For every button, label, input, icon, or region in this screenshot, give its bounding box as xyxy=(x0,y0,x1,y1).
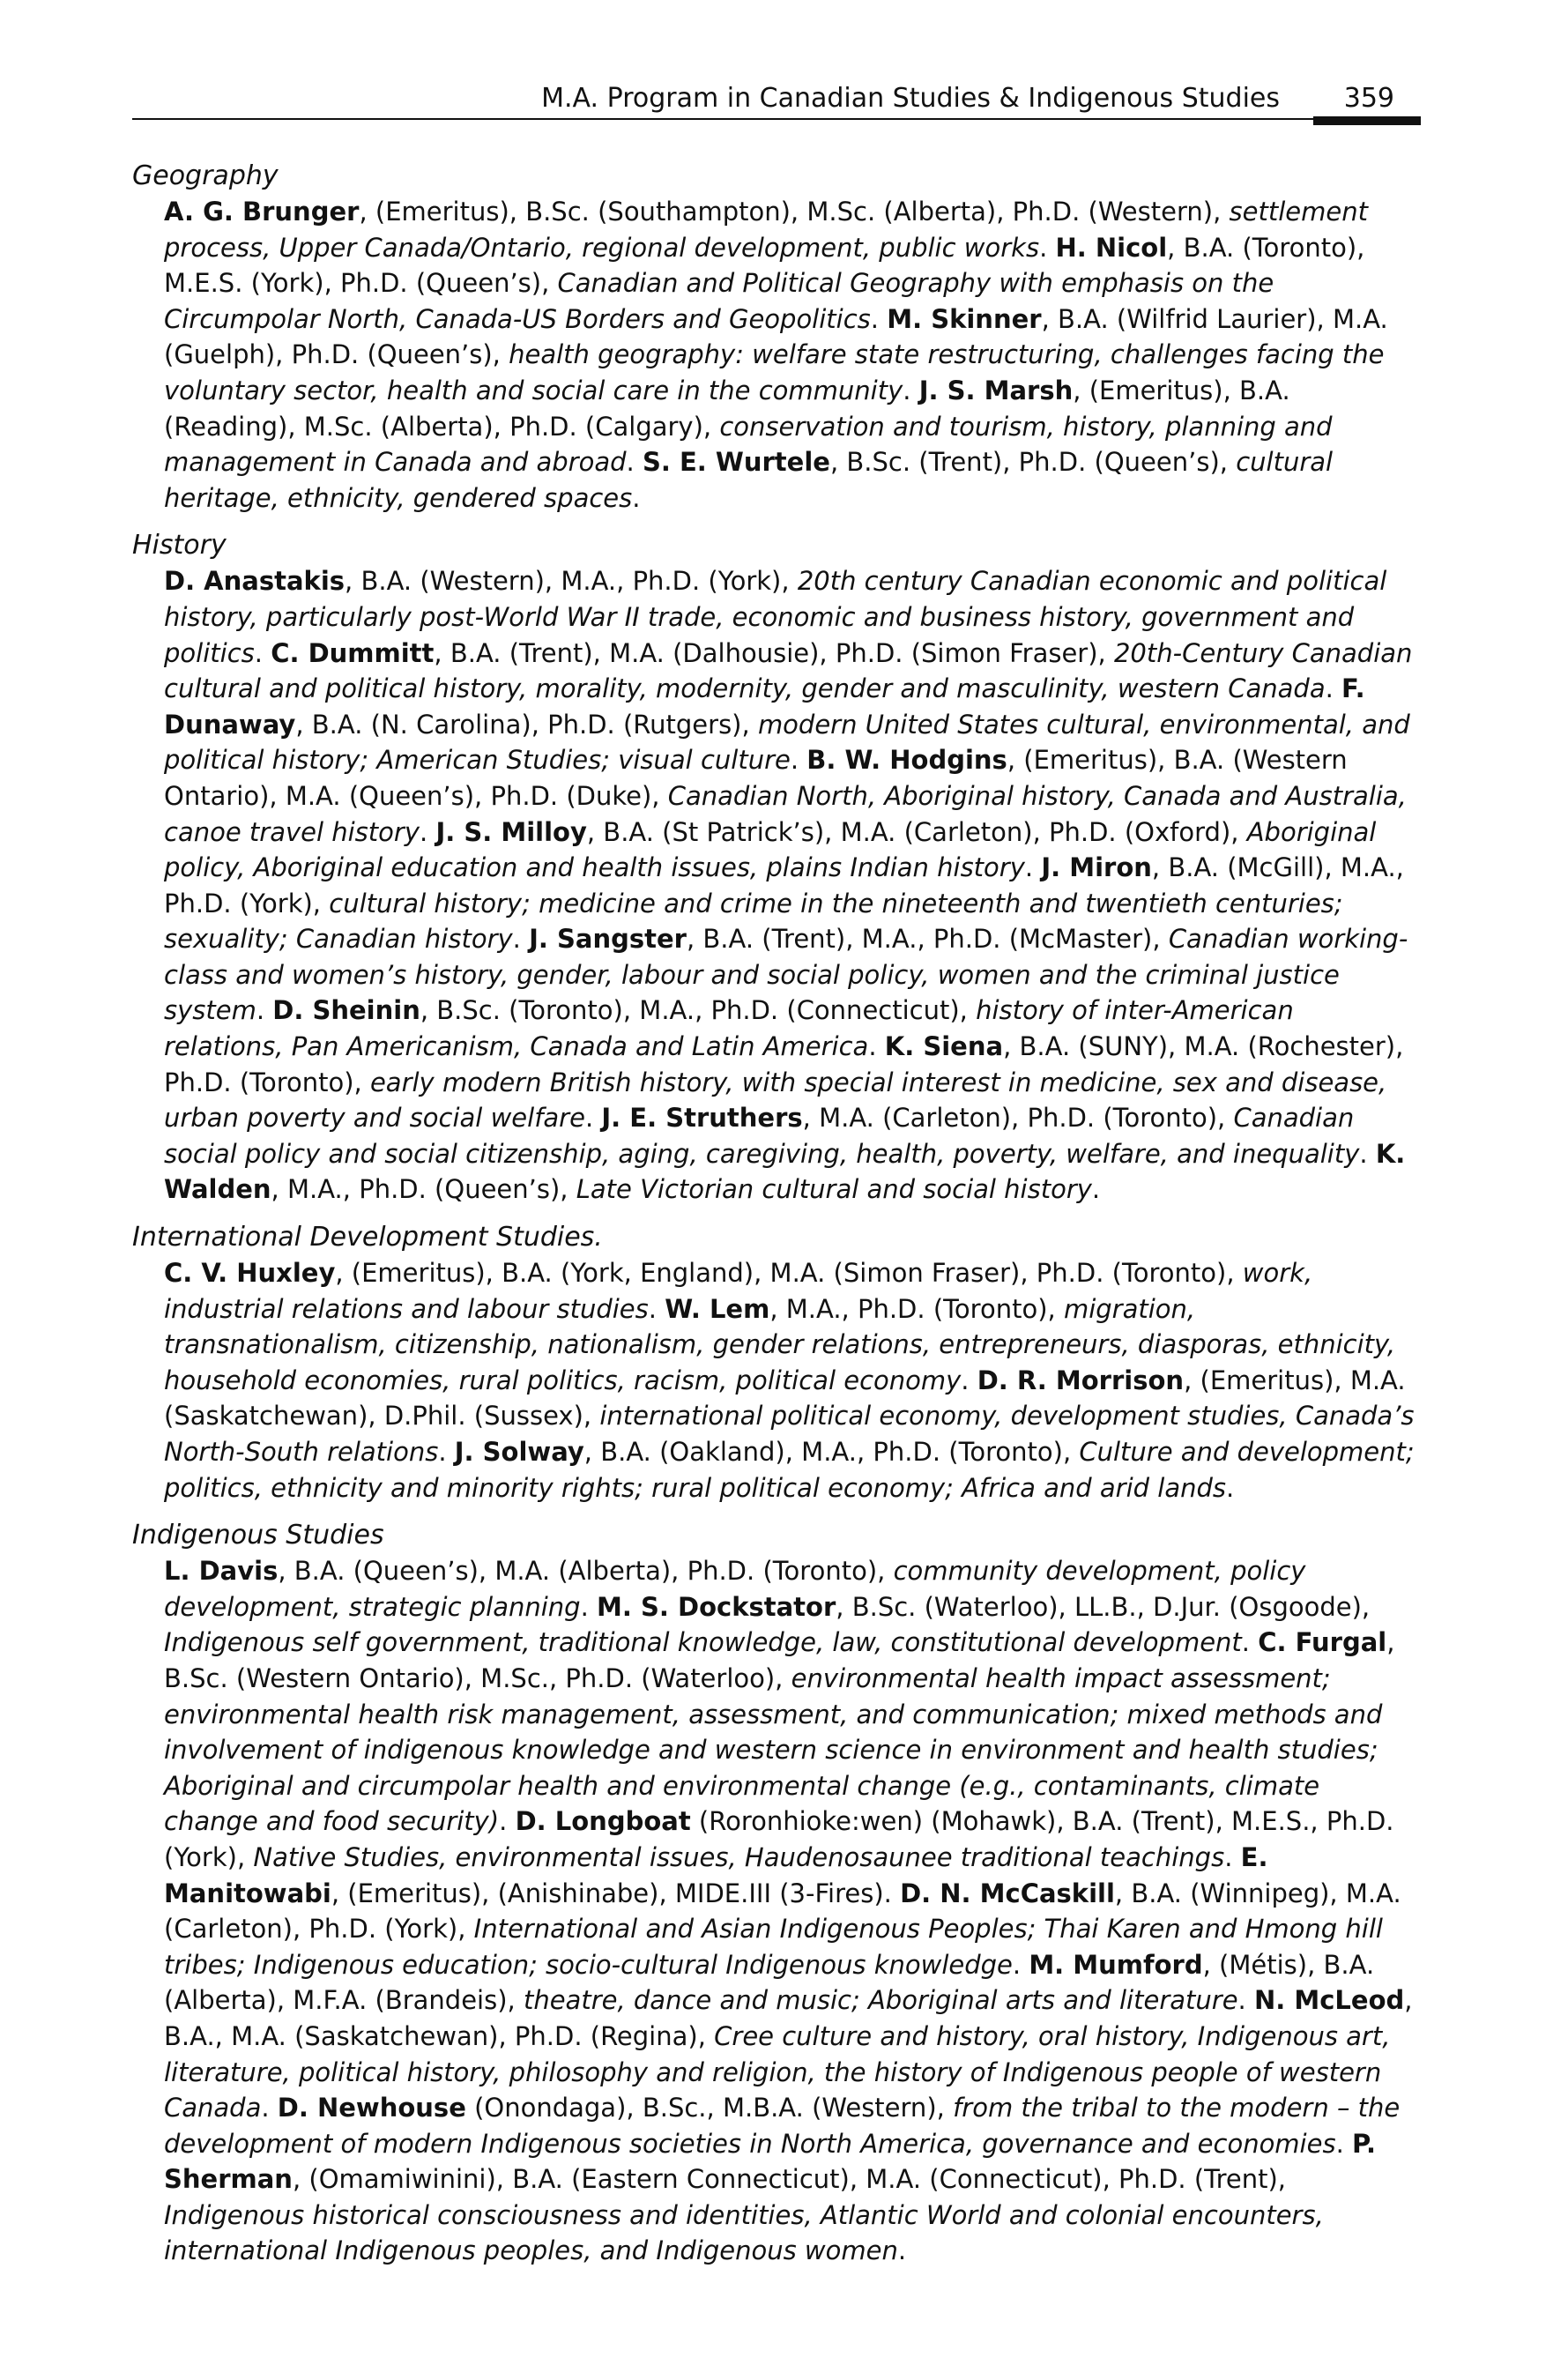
faculty-name: D. N. McCaskill xyxy=(900,1878,1115,1908)
faculty-entry: D. R. Morrison, (Emeritus), M.A. (Saskatchewan), D.Phil. (Sussex), international political economy, development studies, Canada’s North-South relations. xyxy=(164,1365,1415,1467)
section-paragraph xyxy=(164,194,1421,516)
faculty-entry: C. Dummitt, B.A. (Trent), M.A. (Dalhousie), Ph.D. (Simon Fraser), 20th-Century Canadian cultural and political history, morality, modernity, gender and masculinity, western Canada. xyxy=(164,637,1413,704)
faculty-name: D. Sheinin xyxy=(272,995,420,1026)
faculty-quals: , B.A. (Toronto), M.E.S. (York), Ph.D. (Queen’s), xyxy=(164,232,1365,299)
faculty-name: M. Mumford xyxy=(1029,1949,1203,1980)
faculty-entry: B. W. Hodgins, (Emeritus), B.A. (Western Ontario), M.A. (Queen’s), Ph.D. (Duke), Canadian North, Aboriginal history, Canada and Australia, canoe travel history. xyxy=(164,745,1407,847)
faculty-entry: D. Longboat (Roronhioke:wen) (Mohawk), B.A. (Trent), M.E.S., Ph.D. (York), Native Studies, environmental issues, Haudenosaunee traditional teachings. xyxy=(164,1806,1394,1872)
faculty-entry: D. Anastakis, B.A. (Western), M.A., Ph.D. (York), 20th century Canadian economic and political history, particularly post-World War II trade, economic and business history, government and politics. xyxy=(164,566,1387,668)
faculty-entry: K. Siena, B.A. (SUNY), M.A. (Rochester), Ph.D. (Toronto), early modern British history, with special interest in medicine, sex and disease, urban poverty and social welfare. xyxy=(164,1031,1404,1134)
faculty-quals: , B.A. (Wilfrid Laurier), M.A. (Guelph), Ph.D. (Queen’s), xyxy=(164,303,1388,370)
faculty-interests: Indigenous historical consciousness and identities, Atlantic World and colonial encounters, international Indigenous peoples, and Indigenous women xyxy=(164,2199,1324,2266)
faculty-entry: J. S. Marsh, (Emeritus), B.A. (Reading), M.Sc. (Alberta), Ph.D. (Calgary), conservation and tourism, history, planning and management in Canada and abroad. xyxy=(164,375,1333,478)
section-geography xyxy=(132,159,1421,516)
faculty-quals: , B.A. (Western), M.A., Ph.D. (York), xyxy=(345,566,798,597)
faculty-interests: Aboriginal policy, Aboriginal education and health issues, plains Indian history xyxy=(164,816,1377,883)
faculty-quals: , B.Sc. (Toronto), M.A., Ph.D. (Connecticut), xyxy=(420,995,977,1026)
faculty-quals: , (Emeritus), B.A. (Reading), M.Sc. (Alberta), Ph.D. (Calgary), xyxy=(164,375,1290,442)
section-history xyxy=(132,528,1421,1208)
header-rule xyxy=(132,118,1313,120)
faculty-interests: Late Victorian cultural and social history xyxy=(576,1174,1092,1205)
faculty-interests: international political economy, development studies, Canada’s North-South relations xyxy=(164,1401,1415,1467)
section-international-development xyxy=(132,1220,1421,1506)
faculty-entry: D. Newhouse (Onondaga), B.Sc., M.B.A. (Western), from the tribal to the modern – the development of modern Indigenous societies in North America, governance and economies. xyxy=(164,2093,1401,2159)
faculty-interests: 20th-Century Canadian cultural and political history, morality, modernity, gender and masculinity, western Canada xyxy=(164,637,1413,704)
section-heading: Geography xyxy=(132,160,279,191)
faculty-quals: , M.A., Ph.D. (Queen’s), xyxy=(271,1174,576,1205)
faculty-quals: , M.A. (Carleton), Ph.D. (Toronto), xyxy=(802,1103,1234,1134)
section-paragraph xyxy=(164,563,1421,1208)
faculty-quals: , B.Sc. (Trent), Ph.D. (Queen’s), xyxy=(829,447,1237,478)
faculty-name: M. S. Dockstator xyxy=(597,1591,836,1622)
faculty-entry: M. Skinner, B.A. (Wilfrid Laurier), M.A. (Guelph), Ph.D. (Queen’s), health geography: welfare state restructuring, challenges facing the voluntary sector, health and social care in the community. xyxy=(164,303,1388,405)
faculty-quals: , (Emeritus), B.Sc. (Southampton), M.Sc. (Alberta), Ph.D. (Western), xyxy=(359,197,1230,227)
faculty-entry: K. Walden, M.A., Ph.D. (Queen’s), Late Victorian cultural and social history. xyxy=(164,1138,1406,1205)
faculty-entry: J. Sangster, B.A. (Trent), M.A., Ph.D. (McMaster), Canadian working-class and women’s history, gender, labour and social policy, women and the criminal justice system. xyxy=(164,924,1408,1026)
faculty-name: D. Anastakis xyxy=(164,566,346,597)
faculty-entry: J. Miron, B.A. (McGill), M.A., Ph.D. (York), cultural history; medicine and crime in the nineteenth and twentieth centuries; sexuality; Canadian history. xyxy=(164,852,1404,955)
faculty-quals: , (Omamiwinini), B.A. (Eastern Connecticut), M.A. (Connecticut), Ph.D. (Trent), xyxy=(292,2164,1287,2195)
faculty-entry: N. McLeod, B.A., M.A. (Saskatchewan), Ph.D. (Regina), Cree culture and history, oral history, Indigenous art, literature, political history, philosophy and religion, the history of Indigenous people of western Canada. xyxy=(164,1985,1413,2123)
faculty-listing xyxy=(132,159,1421,2281)
faculty-name: J. Sangster xyxy=(529,924,687,955)
faculty-entry: W. Lem, M.A., Ph.D. (Toronto), migration, transnationalism, citizenship, nationalism, gender relations, entrepreneurs, diasporas, ethnicity, household economies, rural politics, racism, political economy. xyxy=(164,1293,1396,1395)
faculty-interests: Native Studies, environmental issues, Haudenosaunee traditional teachings xyxy=(253,1841,1225,1872)
faculty-name: J. S. Marsh xyxy=(918,375,1074,405)
faculty-interests: early modern British history, with special interest in medicine, sex and disease, urban poverty and social welfare xyxy=(164,1067,1387,1134)
faculty-name: E. Manitowabi xyxy=(164,1841,1268,1908)
faculty-entry: C. V. Huxley, (Emeritus), B.A. (York, England), M.A. (Simon Fraser), Ph.D. (Toronto), work, industrial relations and labour studies. xyxy=(164,1258,1313,1324)
faculty-interests: modern United States cultural, environmental, and political history; American Studies; visual culture xyxy=(164,709,1410,776)
faculty-entry: J. E. Struthers, M.A. (Carleton), Ph.D. (Toronto), Canadian social policy and social citizenship, aging, caregiving, health, poverty, welfare, and inequality. xyxy=(164,1103,1376,1169)
faculty-interests: Culture and development; politics, ethnicity and minority rights; rural political economy; Africa and arid lands xyxy=(164,1437,1415,1503)
faculty-quals: , (Métis), B.A. (Alberta), M.F.A. (Brandeis), xyxy=(164,1949,1375,2016)
faculty-quals: , B.A. (Winnipeg), M.A. (Carleton), Ph.D. (York), xyxy=(164,1878,1401,1945)
faculty-name: M. Skinner xyxy=(887,303,1042,334)
faculty-name: K. Walden xyxy=(164,1138,1406,1205)
faculty-name: D. Longboat xyxy=(515,1806,691,1837)
faculty-name: P. Sherman xyxy=(164,2128,1376,2195)
faculty-interests: history of inter-American relations, Pan Americanism, Canada and Latin America xyxy=(164,995,1294,1062)
faculty-quals: (Roronhioke:wen) (Mohawk), B.A. (Trent), M.E.S., Ph.D. (York), xyxy=(164,1806,1394,1872)
faculty-entry: L. Davis, B.A. (Queen’s), M.A. (Alberta), Ph.D. (Toronto), community development, policy development, strategic planning. xyxy=(164,1556,1306,1622)
faculty-quals: , B.A. (St Patrick’s), M.A. (Carleton), Ph.D. (Oxford), xyxy=(586,816,1247,847)
faculty-entry: D. N. McCaskill, B.A. (Winnipeg), M.A. (Carleton), Ph.D. (York), International and Asian Indigenous Peoples; Thai Karen and Hmong hill tribes; Indigenous education; socio-cultural Indigenous knowledge. xyxy=(164,1878,1401,1980)
faculty-quals: (Onondaga), B.Sc., M.B.A. (Western), xyxy=(465,2093,954,2123)
faculty-entry: P. Sherman, (Omamiwinini), B.A. (Eastern Connecticut), M.A. (Connecticut), Ph.D. (Trent), Indigenous historical consciousness and identities, Atlantic World and colonial encounters, international Indigenous peoples, and Indigenous women. xyxy=(164,2128,1376,2266)
faculty-entry: D. Sheinin, B.Sc. (Toronto), M.A., Ph.D. (Connecticut), history of inter-American relations, Pan Americanism, Canada and Latin America. xyxy=(164,995,1294,1062)
faculty-entry: H. Nicol, B.A. (Toronto), M.E.S. (York), Ph.D. (Queen’s), Canadian and Political Geography with emphasis on the Circumpolar North, Canada-US Borders and Geopolitics. xyxy=(164,232,1365,334)
faculty-name: H. Nicol xyxy=(1055,232,1168,263)
faculty-entry: J. S. Milloy, B.A. (St Patrick’s), M.A. (Carleton), Ph.D. (Oxford), Aboriginal policy, Aboriginal education and health issues, plains Indian history. xyxy=(164,816,1377,883)
running-title: M.A. Program in Canadian Studies & Indigenous Studies xyxy=(541,83,1280,114)
section-heading: Indigenous Studies xyxy=(132,1520,384,1551)
faculty-name: W. Lem xyxy=(665,1293,770,1324)
page-header xyxy=(132,79,1421,123)
faculty-entry: A. G. Brunger, (Emeritus), B.Sc. (Southampton), M.Sc. (Alberta), Ph.D. (Western), settlement process, Upper Canada/Ontario, regional development, public works. xyxy=(164,197,1368,263)
faculty-name: C. V. Huxley xyxy=(164,1258,336,1289)
faculty-quals: , B.Sc. (Waterloo), LL.B., D.Jur. (Osgoode), xyxy=(836,1591,1371,1622)
faculty-quals: , B.A. (Queen’s), M.A. (Alberta), Ph.D. (Toronto), xyxy=(278,1556,894,1587)
faculty-interests: from the tribal to the modern – the development of modern Indigenous societies in North America, governance and economies xyxy=(164,2093,1401,2159)
faculty-quals: , B.A. (McGill), M.A., Ph.D. (York), xyxy=(164,852,1404,919)
faculty-entry: M. Mumford, (Métis), B.A. (Alberta), M.F.A. (Brandeis), theatre, dance and music; Aboriginal arts and literature. xyxy=(164,1949,1375,2016)
faculty-quals: , B.Sc. (Western Ontario), M.Sc., Ph.D. (Waterloo), xyxy=(164,1627,1395,1693)
section-paragraph xyxy=(164,1553,1421,2269)
faculty-interests: Canadian and Political Geography with emphasis on the Circumpolar North, Canada-US Borders and Geopolitics xyxy=(164,268,1274,334)
faculty-quals: , B.A. (SUNY), M.A. (Rochester), Ph.D. (Toronto), xyxy=(164,1031,1404,1097)
faculty-interests: cultural heritage, ethnicity, gendered spaces xyxy=(164,447,1334,513)
faculty-interests: work, industrial relations and labour studies xyxy=(164,1258,1313,1324)
section-paragraph xyxy=(164,1255,1421,1506)
faculty-quals: , (Emeritus), B.A. (Western Ontario), M.A. (Queen’s), Ph.D. (Duke), xyxy=(164,745,1348,811)
faculty-name: C. Dummitt xyxy=(271,637,435,668)
faculty-interests: settlement process, Upper Canada/Ontario, regional development, public works xyxy=(164,197,1368,263)
faculty-interests: Cree culture and history, oral history, Indigenous art, literature, political history, philosophy and religion, the history of Indigenous people of western Canada xyxy=(164,2020,1391,2123)
faculty-name: J. S. Milloy xyxy=(435,816,587,847)
faculty-interests: Indigenous self government, traditional knowledge, law, constitutional development xyxy=(164,1627,1242,1658)
section-heading: History xyxy=(132,530,227,562)
section-indigenous-studies xyxy=(132,1518,1421,2269)
faculty-name: C. Furgal xyxy=(1258,1627,1387,1658)
faculty-interests: health geography: welfare state restructuring, challenges facing the voluntary sector, health and social care in the community xyxy=(164,339,1385,405)
faculty-name: S. E. Wurtele xyxy=(642,447,830,478)
faculty-name: L. Davis xyxy=(164,1556,279,1587)
faculty-quals: , (Emeritus), M.A. (Saskatchewan), D.Phil. (Sussex), xyxy=(164,1365,1406,1432)
faculty-interests: Canadian North, Aboriginal history, Canada and Australia, canoe travel history xyxy=(164,780,1407,847)
faculty-name: J. E. Struthers xyxy=(601,1103,803,1134)
faculty-name: B. W. Hodgins xyxy=(806,745,1007,776)
faculty-name: F. Dunaway xyxy=(164,673,1365,740)
faculty-quals: , B.A. (Trent), M.A. (Dalhousie), Ph.D. (Simon Fraser), xyxy=(434,637,1114,668)
faculty-interests: community development, policy development, strategic planning xyxy=(164,1556,1306,1622)
faculty-name: D. Newhouse xyxy=(277,2093,466,2123)
faculty-quals: , B.A. (N. Carolina), Ph.D. (Rutgers), xyxy=(295,709,758,740)
faculty-name: J. Solway xyxy=(454,1437,584,1467)
faculty-quals: , B.A. (Oakland), M.A., Ph.D. (Toronto), xyxy=(583,1437,1080,1467)
faculty-quals: , (Emeritus), (Anishinabe), MIDE.III (3-Fires). xyxy=(331,1878,901,1908)
faculty-quals: , B.A., M.A. (Saskatchewan), Ph.D. (Regina), xyxy=(164,1985,1413,2051)
faculty-entry: M. S. Dockstator, B.Sc. (Waterloo), LL.B., D.Jur. (Osgoode), Indigenous self government, traditional knowledge, law, constitutional development. xyxy=(164,1591,1371,1658)
faculty-quals: , B.A. (Trent), M.A., Ph.D. (McMaster), xyxy=(686,924,1169,955)
faculty-interests: International and Asian Indigenous Peoples; Thai Karen and Hmong hill tribes; Indigenous education; socio-cultural Indigenous knowledge xyxy=(164,1914,1383,1980)
faculty-interests: environmental health impact assessment; environmental health risk management, assessment, and communication; mixed methods and involvement of indigenous knowledge and western science in environment and health studies; Aboriginal and circumpolar health and environmental change (e.g., contaminants, climate change and food security) xyxy=(164,1662,1383,1837)
faculty-entry: J. Solway, B.A. (Oakland), M.A., Ph.D. (Toronto), Culture and development; politics, ethnicity and minority rights; rural political economy; Africa and arid lands. xyxy=(164,1437,1415,1503)
faculty-interests: conservation and tourism, history, planning and management in Canada and abroad xyxy=(164,411,1333,478)
faculty-name: D. R. Morrison xyxy=(977,1365,1185,1395)
faculty-quals: , M.A., Ph.D. (Toronto), xyxy=(769,1293,1064,1324)
faculty-interests: 20th century Canadian economic and political history, particularly post-World War II trade, economic and business history, government and politics xyxy=(164,566,1387,668)
faculty-name: J. Miron xyxy=(1041,852,1152,883)
faculty-name: N. McLeod xyxy=(1253,1985,1405,2016)
header-tab xyxy=(1313,116,1421,125)
faculty-interests: Canadian working-class and women’s history, gender, labour and social policy, women and the criminal justice system xyxy=(164,924,1408,1026)
faculty-entry: C. Furgal, B.Sc. (Western Ontario), M.Sc., Ph.D. (Waterloo), environmental health impact assessment; environmental health risk management, assessment, and communication; mixed methods and involvement of indigenous knowledge and western science in environment and health studies; Aboriginal and circumpolar health and environmental change (e.g., contaminants, climate change and food security). xyxy=(164,1627,1395,1837)
section-heading: International Development Studies. xyxy=(132,1222,603,1253)
faculty-interests: Canadian social policy and social citizenship, aging, caregiving, health, poverty, welfare, and inequality xyxy=(164,1103,1360,1169)
faculty-interests: theatre, dance and music; Aboriginal arts and literature xyxy=(523,1985,1238,2016)
faculty-interests: cultural history; medicine and crime in the nineteenth and twentieth centuries; sexuality; Canadian history xyxy=(164,888,1343,955)
page-number: 359 xyxy=(1343,83,1394,114)
faculty-entry: F. Dunaway, B.A. (N. Carolina), Ph.D. (Rutgers), modern United States cultural, environmental, and political history; American Studies; visual culture. xyxy=(164,673,1410,776)
faculty-name: A. G. Brunger xyxy=(164,197,360,227)
faculty-name: K. Siena xyxy=(884,1031,1004,1062)
faculty-entry: S. E. Wurtele, B.Sc. (Trent), Ph.D. (Queen’s), cultural heritage, ethnicity, gendered spaces. xyxy=(164,447,1334,513)
faculty-quals: , (Emeritus), B.A. (York, England), M.A. (Simon Fraser), Ph.D. (Toronto), xyxy=(335,1258,1243,1289)
faculty-interests: migration, transnationalism, citizenship, nationalism, gender relations, entrepreneurs, diasporas, ethnicity, household economies, rural politics, racism, political economy xyxy=(164,1293,1396,1395)
